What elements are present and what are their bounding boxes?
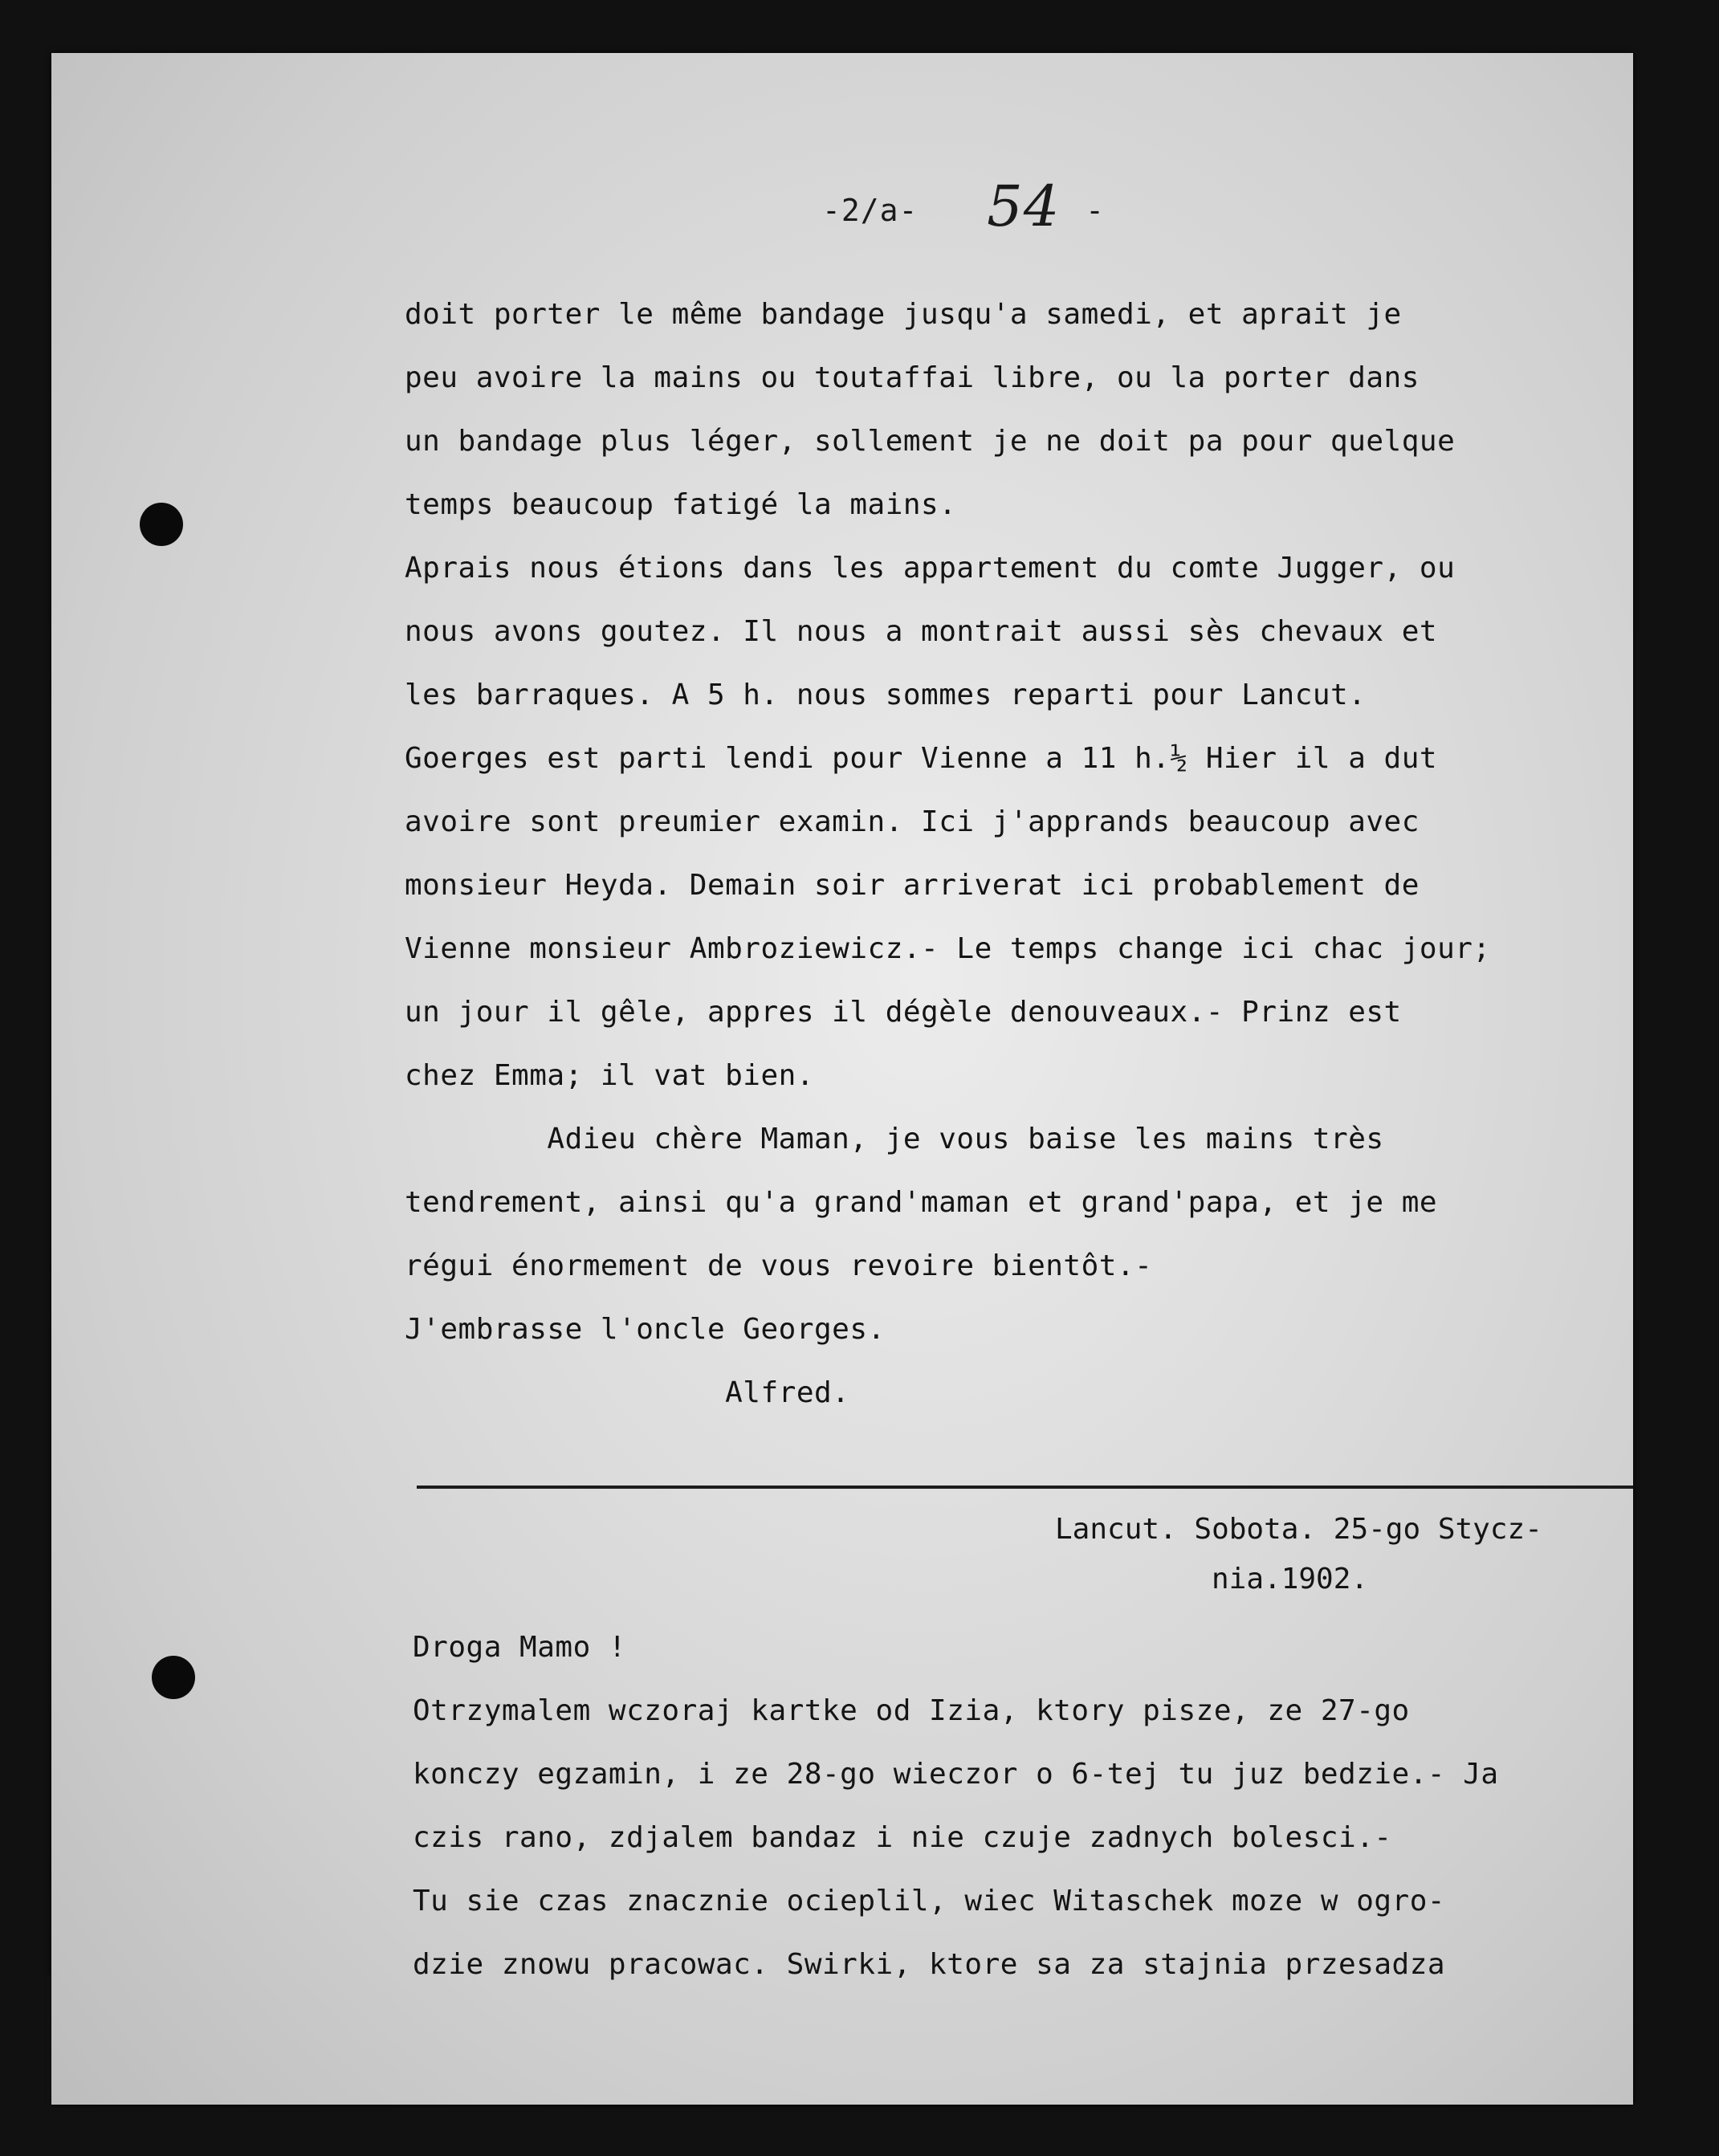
section-divider [417,1486,1633,1489]
polish-line: Tu sie czas znacznie ocieplil, wiec Witaschek moze w ogro- [413,1885,1446,1918]
french-line: régui énormement de vous revoire bientôt.- [405,1249,1153,1282]
polish-letter-body [413,1631,1665,1992]
polish-line: dzie znowu pracowac. Swirki, ktore sa za stajnia przesadza [413,1948,1446,1981]
french-line: un jour il gêle, appres il dégèle denouveaux.- Prinz est [405,996,1402,1029]
page-number: 54 [987,173,1061,239]
french-line: Aprais nous étions dans les appartement du comte Jugger, ou [405,552,1456,585]
polish-line: Otrzymalem wczoraj kartke od Izia, ktory pisze, ze 27-go [413,1694,1410,1727]
polish-line: konczy egzamin, i ze 28-go wieczor o 6-tej tu juz bedzie.- Ja [413,1758,1499,1791]
date-line-1: Lancut. Sobota. 25-go Stycz- [1055,1513,1542,1546]
french-line: monsieur Heyda. Demain soir arriverat ici probablement de [405,869,1420,902]
crop-mark-left [47,1975,99,2140]
french-line: temps beaucoup fatigé la mains. [405,488,957,521]
punch-hole-top [140,503,183,546]
french-line: tendrement, ainsi qu'a grand'maman et grand'papa, et je me [405,1186,1438,1219]
french-line: peu avoire la mains ou toutaffai libre, ou la porter dans [405,361,1420,394]
polish-line: czis rano, zdjalem bandaz i nie czuje zadnych bolesci.- [413,1821,1392,1854]
french-line: Adieu chère Maman, je vous baise les mains très [405,1123,1384,1155]
french-line: avoire sont preumier examin. Ici j'apprands beaucoup avec [405,805,1420,838]
crop-mark-right [1630,1975,1682,2140]
page-header-suffix: - [1086,193,1106,228]
signature-line: Alfred. [405,1376,850,1409]
date-line-2: nia.1902. [1212,1563,1369,1596]
page-header [822,173,1105,239]
french-line: Vienne monsieur Ambroziewicz.- Le temps change ici chac jour; [405,932,1491,965]
salutation: Droga Mamo ! [413,1631,627,1664]
french-line: doit porter le même bandage jusqu'a samedi, et aprait je [405,298,1402,331]
french-letter-body [405,298,1657,1462]
french-line: J'embrasse l'oncle Georges. [405,1313,886,1346]
page-header-prefix: -2/a- [822,193,919,228]
french-line: Goerges est parti lendi pour Vienne a 11 h.½ Hier il a dut [405,742,1438,775]
punch-hole-bottom [152,1656,195,1699]
french-line: chez Emma; il vat bien. [405,1059,814,1092]
french-line: les barraques. A 5 h. nous sommes reparti pour Lancut. [405,679,1367,711]
french-line: nous avons goutez. Il nous a montrait aussi sès chevaux et [405,615,1438,648]
french-line: un bandage plus léger, sollement je ne doit pa pour quelque [405,425,1456,458]
document-page [51,53,1633,2105]
